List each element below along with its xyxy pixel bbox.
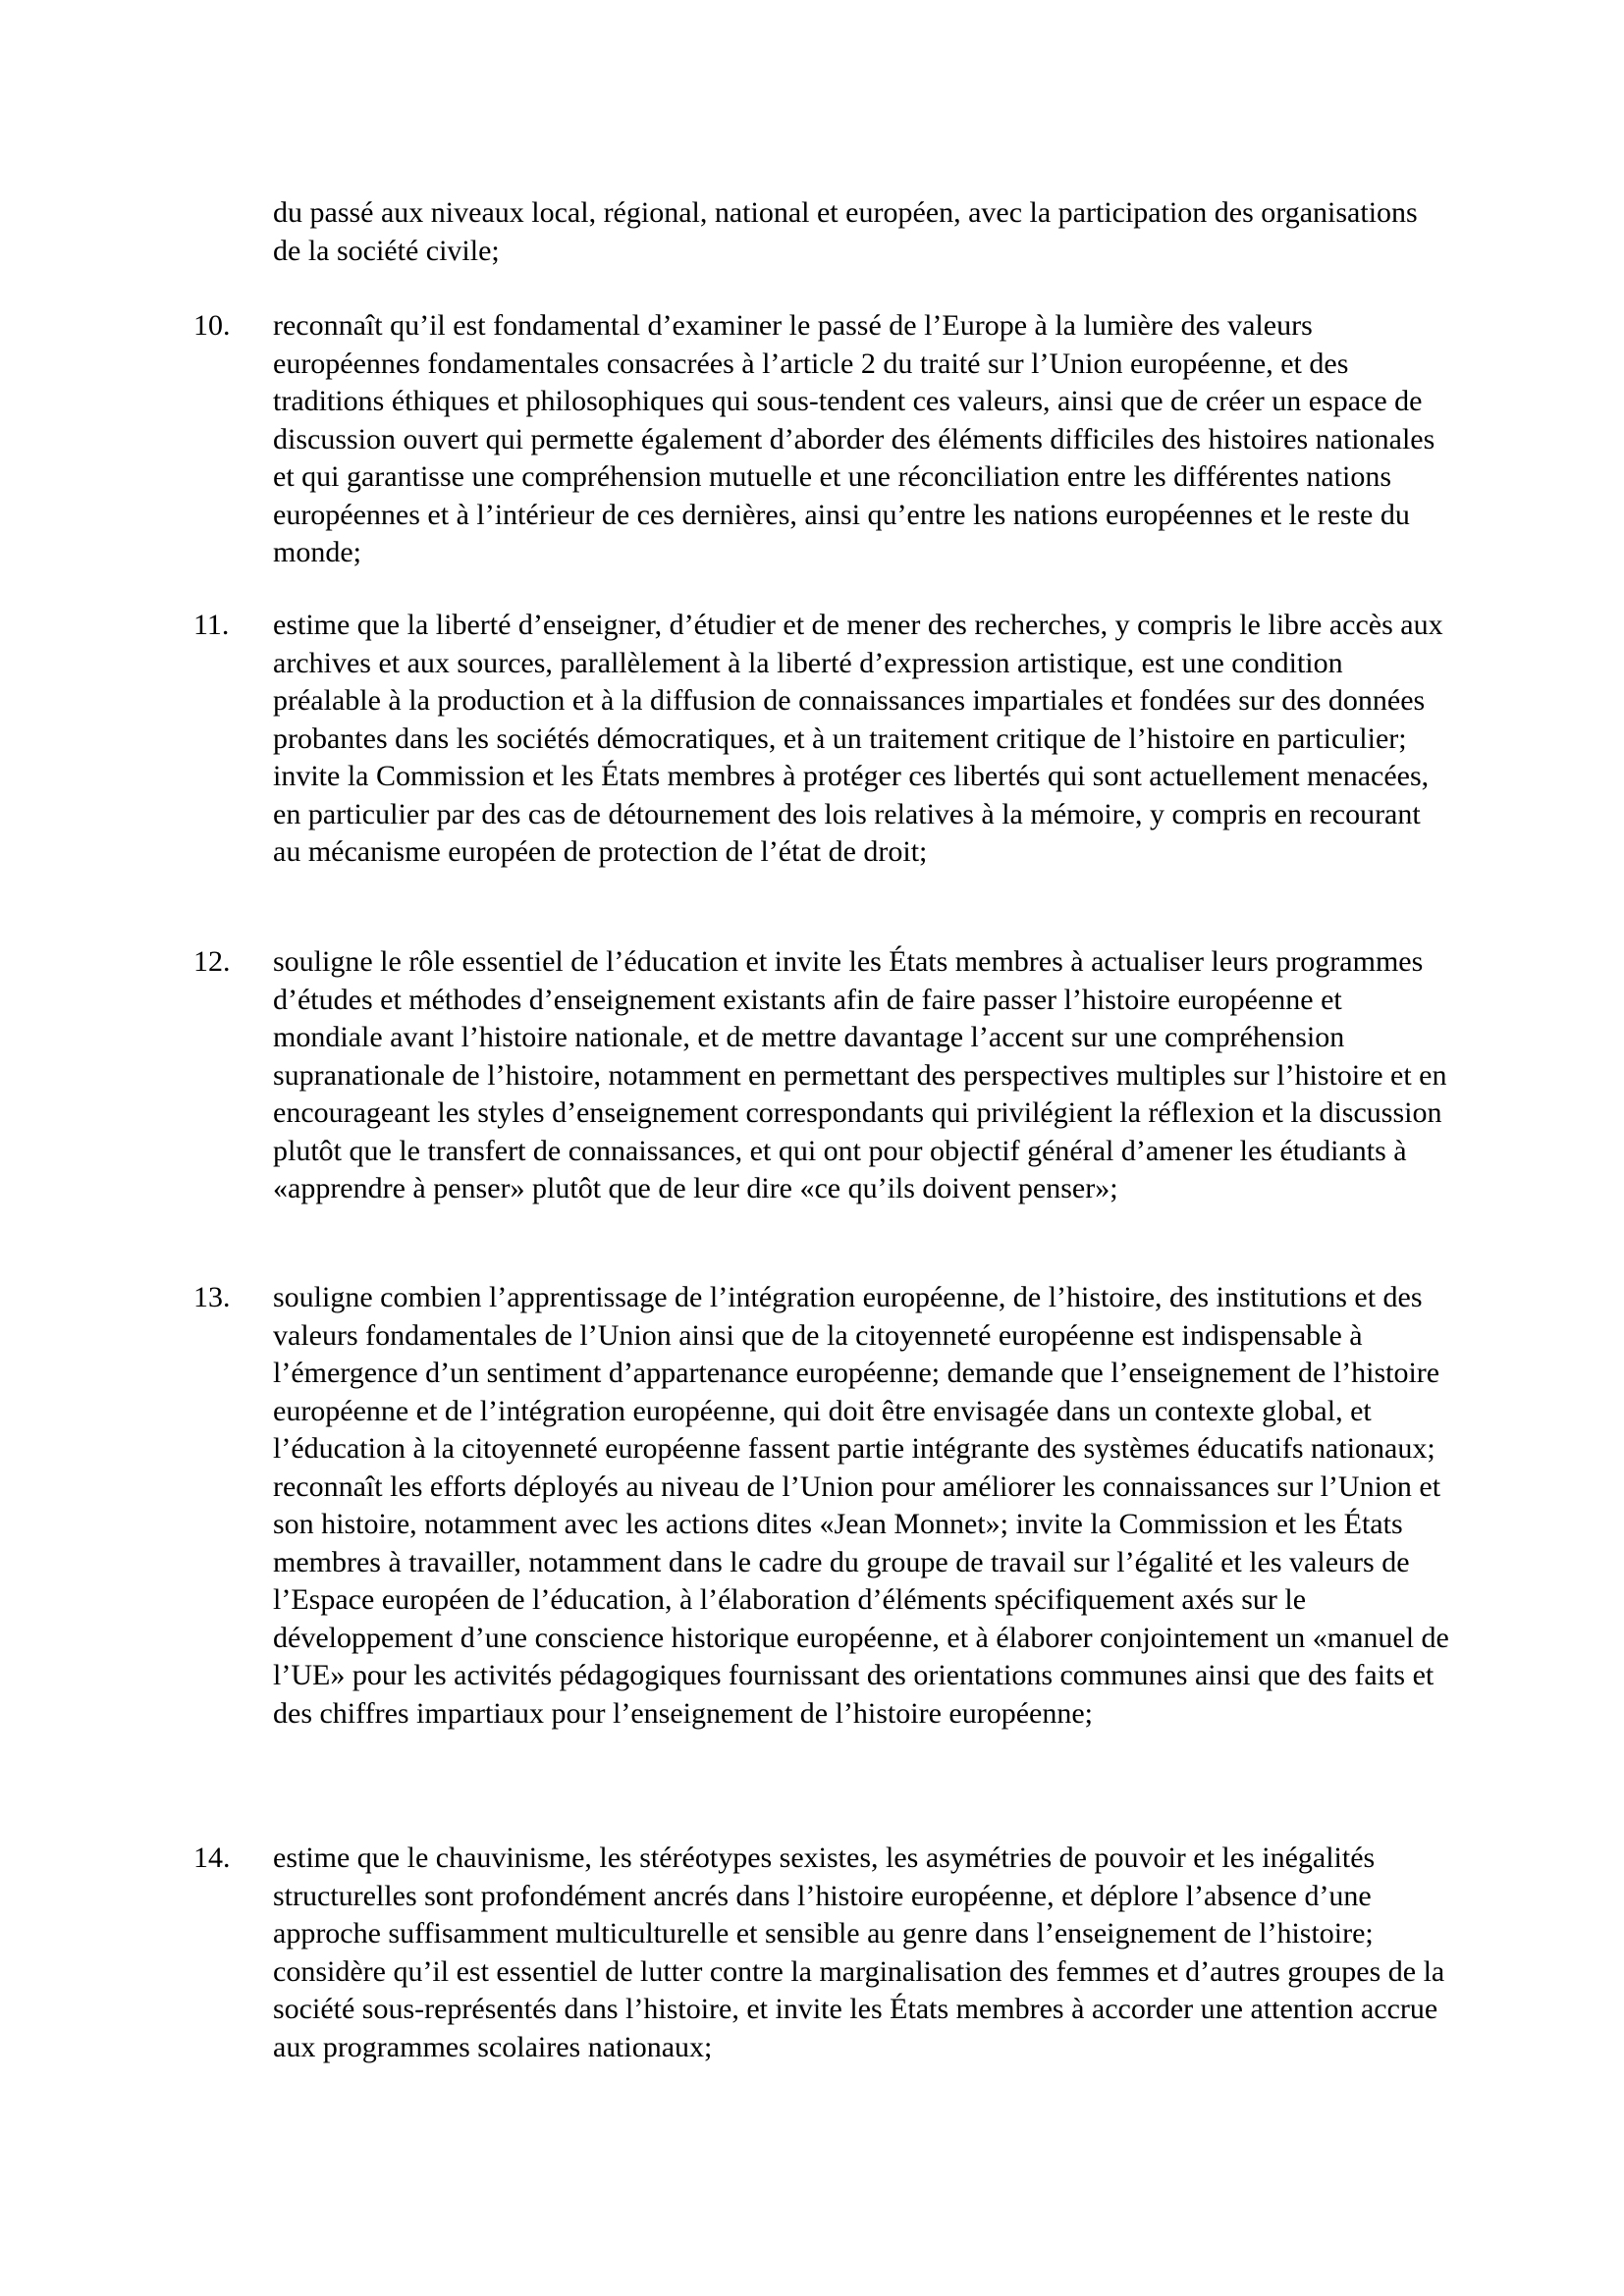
item-text: estime que le chauvinisme, les stéréotypes sexistes, les asymétries de pouvoir et les inégalités structurelles sont profondément ancrés dans l’histoire européenne, et déplore l’absence d’une approche suffisamment multiculturelle et sensible au genre dans l’enseignement de l’histoire; considère qu’il est essentiel de lutter contre la marginalisation des femmes et d’autres groupes de la société sous-représentés dans l’histoire, et invite les États membres à accorder une attention accrue aux programmes scolaires nationaux; <box>273 1842 1445 2063</box>
item-text: souligne combien l’apprentissage de l’intégration européenne, de l’histoire, des institutions et des valeurs fondamentales de l’Union ainsi que de la citoyenneté européenne est indispensable à l’émergence d’un sentiment d’appartenance européenne; demande que l’enseignement de l’histoire européenne et de l’intégration européenne, qui doit être envisagée dans un contexte global, et l’éducation à la citoyenneté européenne fassent partie intégrante des systèmes éducatifs nationaux; reconnaît les efforts déployés au niveau de l’Union pour améliorer les connaissances sur l’Union et son histoire, notamment avec les actions dites «Jean Monnet»; invite la Commission et les États membres à travailler, notamment dans le cadre du groupe de travail sur l’égalité et les valeurs de l’Espace européen de l’éducation, à l’élaboration d’éléments spécifiquement axés sur le développement d’une conscience historique européenne, et à élaborer conjointement un «manuel de l’UE» pour les activités pédagogiques fournissant des orientations communes ainsi que des faits et des chiffres impartiaux pour l’enseignement de l’histoire européenne; <box>273 1281 1449 1730</box>
item-number: 14. <box>193 1842 231 1874</box>
item-text: reconnaît qu’il est fondamental d’examiner le passé de l’Europe à la lumière des valeurs européennes fondamentales consacrées à l’article 2 du traité sur l’Union européenne, et des traditions éthiques et philosophiques qui sous-tendent ces valeurs, ainsi que de créer un espace de discussion ouvert qui permette également d’aborder des éléments difficiles des histoires nationales et qui garantisse une compréhension mutuelle et une réconciliation entre les différentes nations européennes et à l’intérieur de ces dernières, ainsi qu’entre les nations européennes et le reste du monde; <box>273 309 1435 568</box>
continuation-paragraph: du passé aux niveaux local, régional, national et européen, avec la participation des organisations de la société civile; <box>273 196 1418 267</box>
item-number: 12. <box>193 945 231 978</box>
item-number: 13. <box>193 1281 231 1313</box>
item-number: 11. <box>193 609 230 641</box>
item-text: souligne le rôle essentiel de l’éducation et invite les États membres à actualiser leurs programmes d’études et méthodes d’enseignement existants afin de faire passer l’histoire européenne et mondiale avant l’histoire nationale, et de mettre davantage l’accent sur une compréhension supranationale de l’histoire, notamment en permettant des perspectives multiples sur l’histoire et en encourageant les styles d’enseignement correspondants qui privilégient la réflexion et la discussion plutôt que le transfert de connaissances, et qui ont pour objectif général d’amener les étudiants à «apprendre à penser» plutôt que de leur dire «ce qu’ils doivent penser»; <box>273 945 1447 1204</box>
item-number: 10. <box>193 309 231 342</box>
item-text: estime que la liberté d’enseigner, d’étudier et de mener des recherches, y compris le libre accès aux archives et aux sources, parallèlement à la liberté d’expression artistique, est une condition préalable à la production et à la diffusion de connaissances impartiales et fondées sur des données probantes dans les sociétés démocratiques, et à un traitement critique de l’histoire en particulier; invite la Commission et les États membres à protéger ces libertés qui sont actuellement menacées, en particulier par des cas de détournement des lois relatives à la mémoire, y compris en recourant au mécanisme européen de protection de l’état de droit; <box>273 609 1443 868</box>
